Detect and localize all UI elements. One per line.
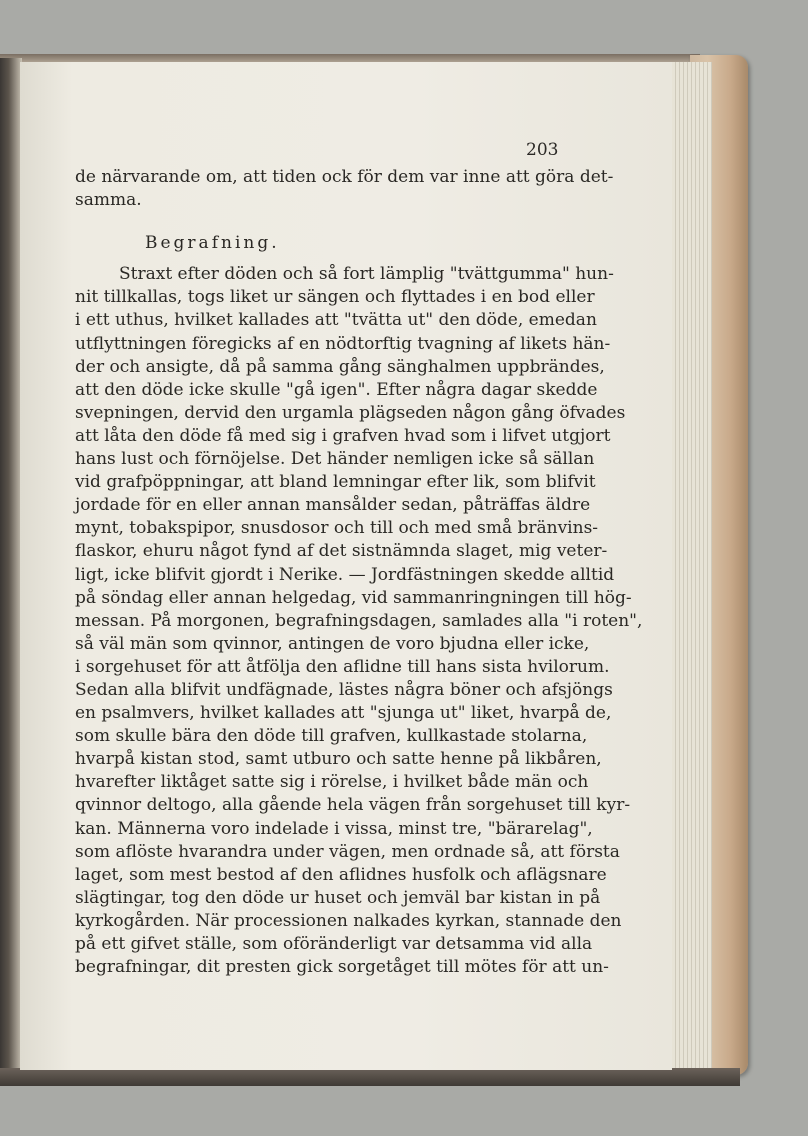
text-line: nit tillkallas, togs liket ur sängen och flyttades i en bod eller bbox=[75, 287, 595, 308]
text-line: i ett uthus, hvilket kallades att "tvätta ut" den döde, emedan bbox=[75, 310, 597, 331]
text-line: jordade för en eller annan mansålder sedan, påträffas äldre bbox=[75, 495, 591, 516]
text-line: en psalmvers, hvilket kallades att "sjunga ut" liket, hvarpå de, bbox=[75, 703, 612, 724]
text-line: Straxt efter döden och så fort lämplig "tvättgumma" hun- bbox=[119, 264, 614, 285]
text-line: qvinnor deltogo, alla gående hela vägen från sorgehuset till kyr- bbox=[75, 795, 631, 816]
section-heading: Begrafning. bbox=[145, 233, 280, 254]
text-line: svepningen, dervid den urgamla plägseden någon gång öfvades bbox=[75, 402, 626, 423]
page-number: 203 bbox=[526, 140, 559, 160]
text-line: på söndag eller annan helgedag, vid sammanringningen till hög- bbox=[75, 587, 632, 608]
text-line: hvarpå kistan stod, samt utburo och satte henne på likbåren, bbox=[75, 749, 602, 770]
text-line: att låta den döde få med sig i grafven hvad som i lifvet utgjort bbox=[75, 425, 611, 446]
text-line: vid grafpöppningar, att bland lemningar efter lik, som blifvit bbox=[75, 472, 596, 493]
text-line: begrafningar, dit presten gick sorgetåget till mötes för att un- bbox=[75, 957, 609, 978]
text-line: utflyttningen föregicks af en nödtorftig tvagning af likets hän- bbox=[75, 333, 611, 354]
text-line: mynt, tobakspipor, snusdosor och till och med små bränvins- bbox=[75, 518, 599, 539]
text-line: flaskor, ehuru något fynd af det sistnämnda slaget, mig veter- bbox=[75, 541, 608, 562]
text-line: på ett gifvet ställe, som oföränderligt var detsamma vid alla bbox=[75, 934, 593, 954]
text-line: så väl män som qvinnor, antingen de voro bjudna eller icke, bbox=[75, 633, 590, 654]
text-line: kan. Männerna voro indelade i vissa, minst tre, "bärarelag", bbox=[75, 818, 593, 839]
text-line: messan. På morgonen, begrafningsdagen, samlades alla "i roten", bbox=[75, 610, 643, 631]
text-line: att den döde icke skulle "gå igen". Efter några dagar skedde bbox=[75, 379, 598, 400]
text-line: Sedan alla blifvit undfägnade, lästes några böner och afsjöngs bbox=[75, 679, 613, 700]
section-body bbox=[75, 263, 643, 979]
page-text bbox=[75, 166, 643, 979]
book-bottom-edge bbox=[0, 1068, 740, 1086]
text-line: kyrkogården. När processionen nalkades kyrkan, stannade den bbox=[75, 910, 622, 931]
text-line: hvarefter liktåget satte sig i rörelse, i hvilket både män och bbox=[75, 772, 589, 793]
text-line: samma. bbox=[75, 190, 142, 211]
text-line: som aflöste hvarandra under vägen, men ordnade så, att första bbox=[75, 841, 620, 862]
text-line: der och ansigte, då på samma gång sänghalmen uppbrändes, bbox=[75, 356, 605, 377]
text-line: slägtingar, tog den döde ur huset och jemväl bar kistan in på bbox=[75, 887, 601, 908]
book-spine-edge bbox=[0, 58, 22, 1082]
text-line: som skulle bära den döde till grafven, kullkastade stolarna, bbox=[75, 726, 588, 747]
text-line: i sorgehuset för att åtfölja den aflidne till hans sista hvilorum. bbox=[75, 656, 610, 677]
text-line: laget, som mest bestod af den aflidnes husfolk och aflägsnare bbox=[75, 864, 607, 885]
text-line: hans lust och förnöjelse. Det händer nemligen icke så sällan bbox=[75, 449, 595, 470]
text-line: de närvarande om, att tiden ock för dem var inne att göra det- bbox=[75, 167, 614, 187]
text-line: ligt, icke blifvit gjordt i Nerike. — Jordfästningen skedde alltid bbox=[75, 564, 615, 585]
